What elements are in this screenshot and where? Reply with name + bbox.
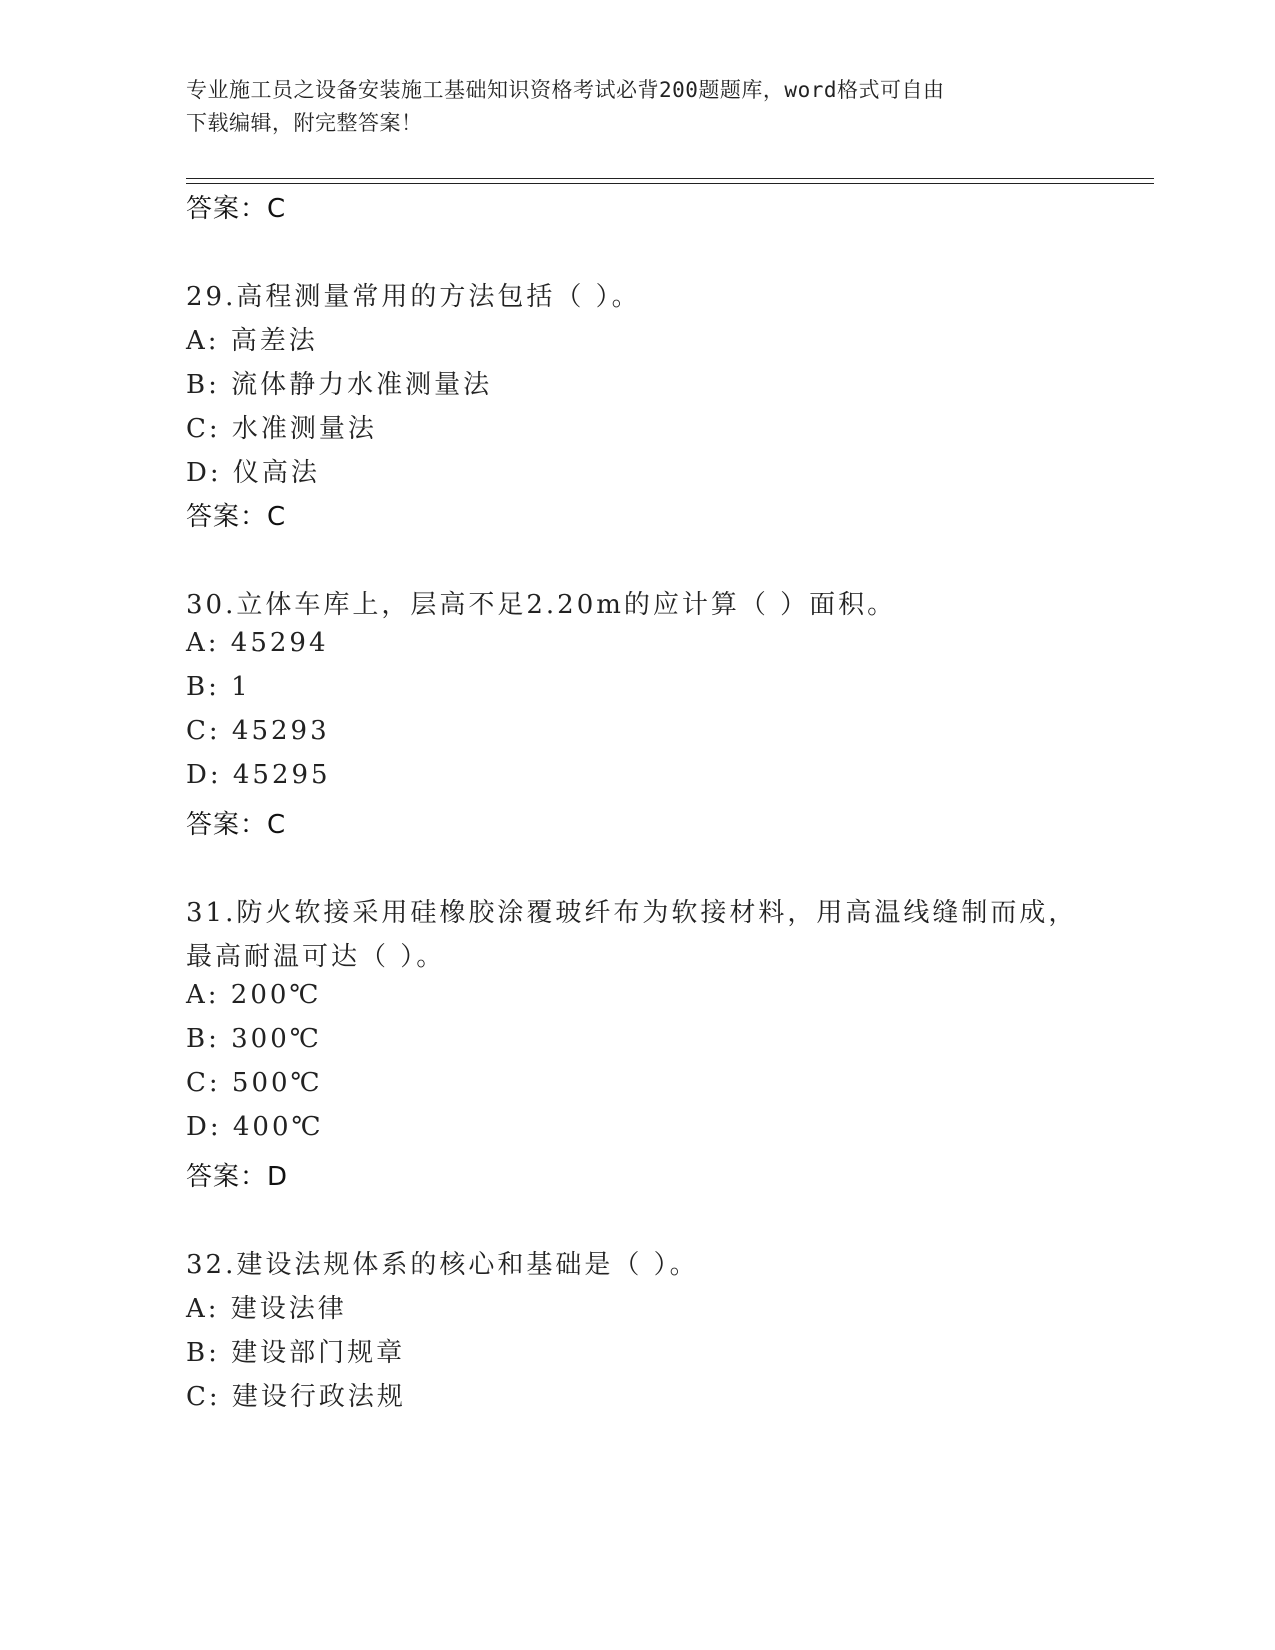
header-line-2: 下载编辑，附完整答案！ bbox=[186, 111, 423, 135]
question-31-option-b: B: 300℃ bbox=[186, 1024, 322, 1054]
question-29-option-d: D: 仪高法 bbox=[186, 458, 320, 488]
header-line-1: 专业施工员之设备安装施工基础知识资格考试必背200题题库，word格式可自由 bbox=[186, 78, 945, 102]
question-31-text-line-2: 最高耐温可达（ ）。 bbox=[186, 942, 446, 972]
question-32-option-c: C: 建设行政法规 bbox=[186, 1382, 406, 1412]
question-30-text: 30.立体车库上，层高不足2.20m的应计算（ ）面积。 bbox=[186, 590, 897, 620]
question-31-text-line-1: 31.防火软接采用硅橡胶涂覆玻纤布为软接材料，用高温线缝制而成， bbox=[186, 898, 1078, 928]
question-29-option-a: A: 高差法 bbox=[186, 326, 318, 356]
question-31-option-d: D: 400℃ bbox=[186, 1112, 324, 1142]
answer-29: 答案：C bbox=[186, 502, 287, 532]
question-30-option-d: D: 45295 bbox=[186, 760, 331, 790]
answer-31: 答案：D bbox=[186, 1162, 289, 1192]
question-29-text: 29.高程测量常用的方法包括（ ）。 bbox=[186, 282, 641, 312]
header-divider-top bbox=[186, 178, 1154, 179]
answer-30: 答案：C bbox=[186, 810, 287, 840]
question-32-option-a: A: 建设法律 bbox=[186, 1294, 347, 1324]
question-29-option-c: C: 水准测量法 bbox=[186, 414, 377, 444]
question-30-option-b: B: 1 bbox=[186, 672, 251, 702]
question-29-option-b: B: 流体静力水准测量法 bbox=[186, 370, 493, 400]
header-divider-bottom bbox=[186, 183, 1154, 184]
question-31-option-a: A: 200℃ bbox=[186, 980, 322, 1010]
question-30-option-a: A: 45294 bbox=[186, 628, 329, 658]
question-31-option-c: C: 500℃ bbox=[186, 1068, 323, 1098]
document-header bbox=[186, 74, 1086, 140]
question-30-option-c: C: 45293 bbox=[186, 716, 330, 746]
answer-28: 答案：C bbox=[186, 194, 287, 224]
question-32-text: 32.建设法规体系的核心和基础是（ ）。 bbox=[186, 1250, 699, 1280]
question-32-option-b: B: 建设部门规章 bbox=[186, 1338, 406, 1368]
